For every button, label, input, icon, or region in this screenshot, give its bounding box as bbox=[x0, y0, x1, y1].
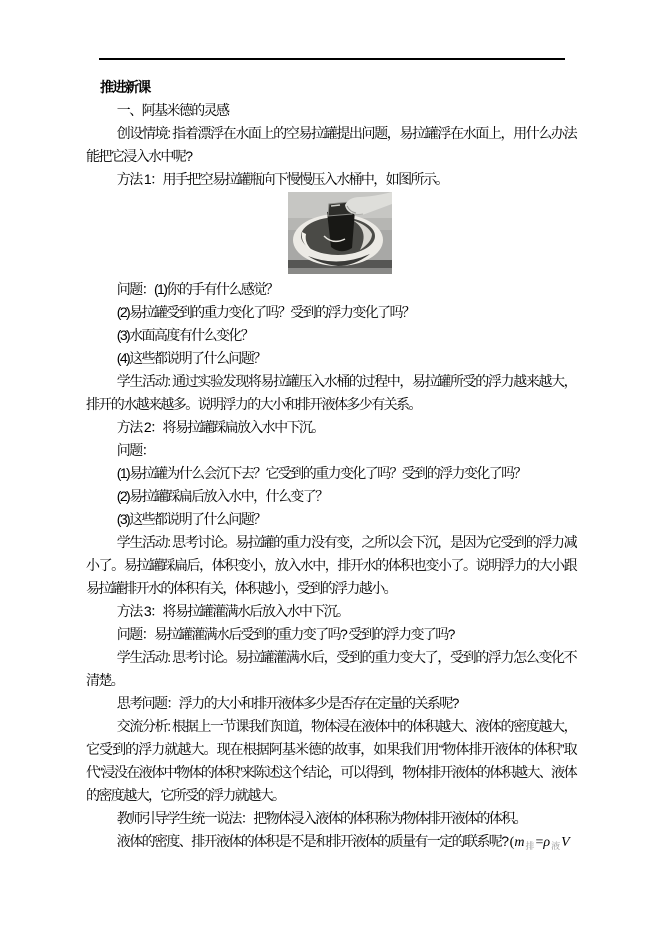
paragraph: (2)易拉罐踩扁后放入水中，什么变了？ bbox=[116, 488, 328, 504]
paragraph: 一、阿基米德的灵感 bbox=[116, 102, 229, 118]
final-paragraph bbox=[86, 830, 576, 858]
paragraph: (3)这些都说明了什么问题？ bbox=[116, 511, 266, 527]
paragraph: 学生活动: 通过实验发现将易拉罐压入水桶的过程中，易拉罐所受的浮力越来越大，排开的水越来越多。说明浮力的大小和排开液体多少有关系。 bbox=[86, 373, 576, 412]
can-top-highlight bbox=[331, 205, 340, 206]
paragraph: 交流分析: 根据上一节课我们知道，物体浸在液体中的体积越大、液体的密度越大，它受到的浮力就越大。现在根据阿基米德的故事，如果我们用“物体排开液体的体积”取代“浸没在液体中物体的体积”来陈述这个结论，可以得到，物体排开液体的体积越大、液体的密度越大，它所受的浮力就越大。 bbox=[86, 718, 576, 803]
paragraph: 问题：(1)你的手有什么感觉？ bbox=[116, 281, 278, 297]
document-content bbox=[86, 76, 576, 858]
pressing-can-photo bbox=[288, 192, 392, 274]
paragraph: 学生活动: 思考讨论。易拉罐灌满水后，受到的重力变大了，受到的浮力怎么变化不清楚。 bbox=[86, 649, 576, 688]
final-paragraph-text: 液体的密度、排开液体的体积是不是和排开液体的质量有一定的联系呢? bbox=[116, 833, 510, 849]
photo-table-edge bbox=[288, 268, 392, 274]
header-divider-rule bbox=[99, 58, 565, 60]
section-after-figure bbox=[86, 278, 576, 830]
paragraph: 教师引导学生统一说法：把物体浸入液体的体积称为物体排开液体的体积。 bbox=[116, 810, 526, 826]
finger-line bbox=[354, 214, 363, 215]
section-heading: 推进新课 bbox=[100, 79, 150, 95]
paragraph: 问题： bbox=[116, 442, 154, 458]
paragraph: 方法 1：用手把空易拉罐瓶向下慢慢压入水桶中，如图所示。 bbox=[116, 171, 448, 187]
paragraph: (1)易拉罐为什么会沉下去？它受到的重力变化了吗？受到的浮力变化了吗？ bbox=[116, 465, 526, 481]
paragraph: (2)易拉罐受到的重力变化了吗？受到的浮力变化了吗？ bbox=[116, 304, 415, 320]
paragraph: (3)水面高度有什么变化？ bbox=[116, 327, 254, 343]
paragraph: 思考问题：浮力的大小和排开液体多少是否存在定量的关系呢? bbox=[116, 695, 458, 711]
paragraph: 方法 2：将易拉罐踩扁放入水中下沉。 bbox=[116, 419, 324, 435]
paragraph: 问题：易拉罐灌满水后受到的重力变了吗? 受到的浮力变了吗? bbox=[116, 626, 454, 642]
displacement-mass-formula: ($m_排=\rho_液V$ bbox=[509, 835, 570, 851]
paragraph: 创设情境: 指着漂浮在水面上的空易拉罐提出问题，易拉罐浮在水面上，用什么办法能把它浸入水中呢? bbox=[86, 125, 576, 164]
paragraph: (4)这些都说明了什么问题？ bbox=[116, 350, 266, 366]
figure-container bbox=[86, 191, 576, 278]
section-before-figure bbox=[86, 99, 576, 191]
paragraph: 学生活动: 思考讨论。易拉罐的重力没有变，之所以会下沉，是因为它受到的浮力减小了。易拉罐踩扁后，体积变小，放入水中，排开水的体积也变小了。说明浮力的大小跟易拉罐排开水的体积有关，体积越小，受到的浮力越小。 bbox=[86, 534, 576, 596]
paragraph: 方法 3：将易拉罐灌满水后放入水中下沉。 bbox=[116, 603, 349, 619]
